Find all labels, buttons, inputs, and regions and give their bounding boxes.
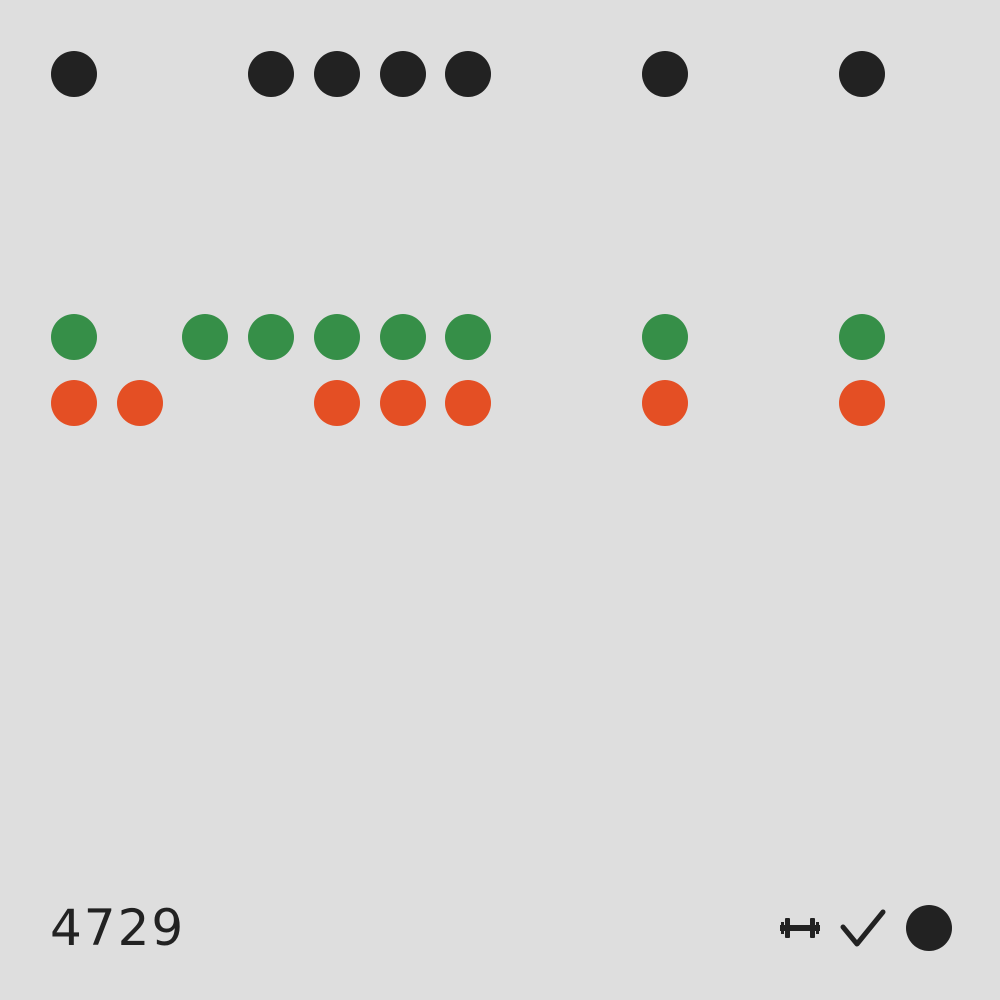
middle-row-dot: [248, 314, 294, 360]
top-row-dot: [642, 51, 688, 97]
footer-icons: [780, 904, 952, 952]
middle-row-dot: [182, 314, 228, 360]
bottom-row-dot: [117, 380, 163, 426]
bottom-row-dot: [839, 380, 885, 426]
top-row-dot: [839, 51, 885, 97]
status-dot-icon: [906, 905, 952, 951]
middle-row-dot: [642, 314, 688, 360]
check-icon: [840, 907, 886, 949]
middle-row-dot: [51, 314, 97, 360]
bottom-row-dot: [380, 380, 426, 426]
middle-row-dot: [445, 314, 491, 360]
dumbbell-icon: [780, 916, 820, 940]
middle-row-dot: [839, 314, 885, 360]
middle-row-dot: [314, 314, 360, 360]
top-row-dot: [445, 51, 491, 97]
middle-row-dot: [380, 314, 426, 360]
bottom-row-dot: [314, 380, 360, 426]
top-row-dot: [248, 51, 294, 97]
bottom-row-dot: [642, 380, 688, 426]
top-row-dot: [51, 51, 97, 97]
counter-number: 4729: [50, 899, 186, 957]
bottom-row-dot: [445, 380, 491, 426]
top-row-dot: [314, 51, 360, 97]
top-row-dot: [380, 51, 426, 97]
bottom-row-dot: [51, 380, 97, 426]
